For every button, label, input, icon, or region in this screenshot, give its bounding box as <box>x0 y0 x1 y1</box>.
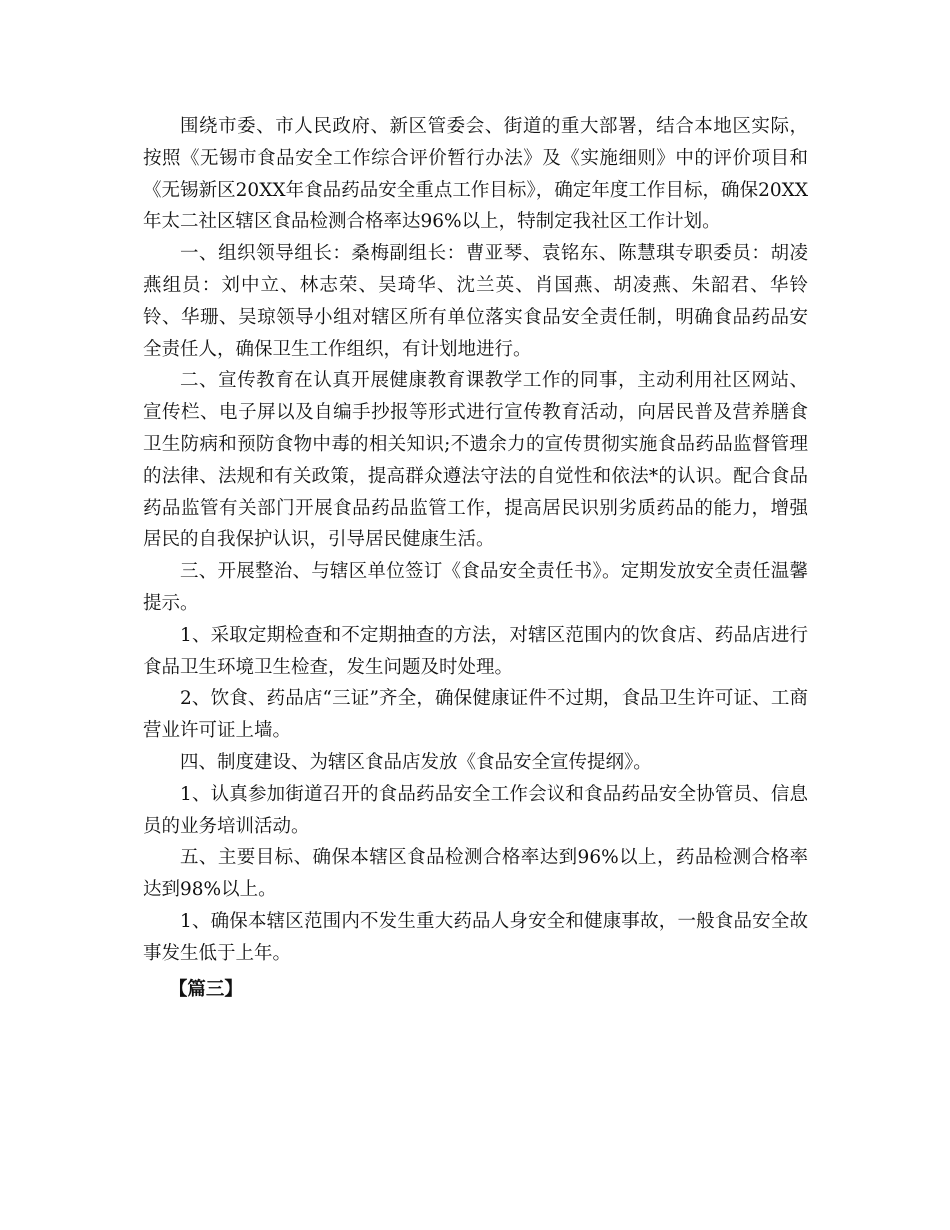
paragraph-education: 二、宣传教育在认真开展健康教育课教学工作的同事，主动利用社区网站、宣传栏、电子屏以及自编手抄报等形式进行宣传教育活动，向居民普及营养膳食卫生防病和预防食物中毒的相关知识;不遗余力的宣传贯彻实施食品药品监督管理的法律、法规和有关政策，提高群众遵法守法的自觉性和依法*的认识。配合食品药品监管有关部门开展食品药品监管工作，提高居民识别劣质药品的能力，增强居民的自我保护认识，引导居民健康生活。 <box>143 370 808 551</box>
paragraph-training: 1、认真参加街道召开的食品药品安全工作会议和食品药品安全协管员、信息员的业务培训活动。 <box>143 783 808 837</box>
paragraph-certificates: 2、饮食、药品店“三证”齐全，确保健康证件不过期，食品卫生许可证、工商营业许可证上墙。 <box>143 688 808 742</box>
paragraph-main-goals: 五、主要目标、确保本辖区食品检测合格率达到96%以上，药品检测合格率达到98%以上。 <box>143 847 808 901</box>
section-heading: 【篇三】 <box>168 978 243 1000</box>
paragraph-rectification: 三、开展整治、与辖区单位签订《食品安全责任书》。定期发放安全责任温馨提示。 <box>143 561 808 614</box>
paragraph-inspection: 1、采取定期检查和不定期抽查的方法，对辖区范围内的饮食店、药品店进行食品卫生环境卫生检查，发生问题及时处理。 <box>143 624 808 678</box>
paragraph-intro: 围绕市委、市人民政府、新区管委会、街道的重大部署，结合本地区实际，按照《无锡市食品安全工作综合评价暂行办法》及《实施细则》中的评价项目和《无锡新区20XX年食品药品安全重点工作目标》，确定年度工作目标，确保20XX年太二社区辖区食品检测合格率达96%以上，特制定我社区工作计划。 <box>143 116 808 233</box>
paragraph-organization: 一、组织领导组长：桑梅副组长：曹亚琴、袁铭东、陈慧琪专职委员：胡凌燕组员：刘中立、林志荣、吴琦华、沈兰英、肖国燕、胡凌燕、朱韶君、华铃铃、华珊、吴琼领导小组对辖区所有单位落实食品安全责任制，明确食品药品安全责任人，确保卫生工作组织，有计划地进行。 <box>143 243 808 360</box>
paragraph-safety-target: 1、确保本辖区范围内不发生重大药品人身安全和健康事故，一般食品安全故事发生低于上年。 <box>143 910 808 964</box>
document-page <box>143 111 808 1005</box>
paragraph-system-building: 四、制度建设、为辖区食品店发放《食品安全宣传提纲》。 <box>180 751 652 773</box>
